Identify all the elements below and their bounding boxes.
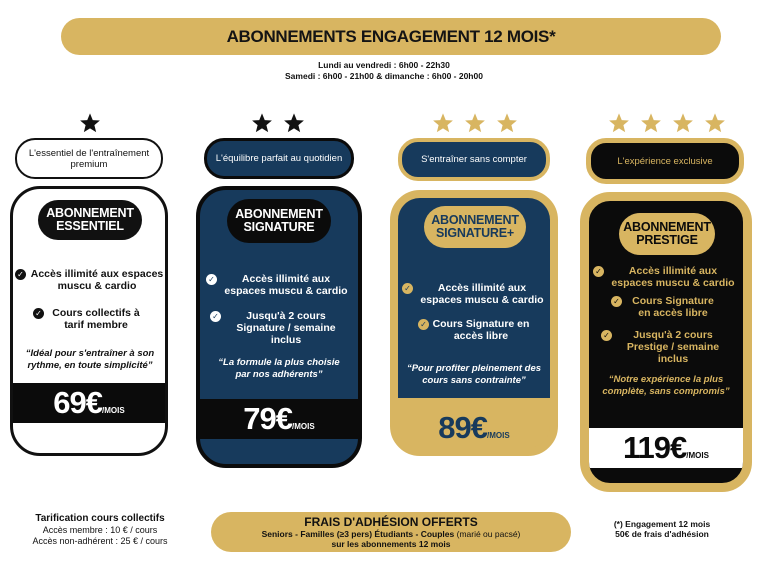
price-bar: [200, 399, 358, 439]
star-icon: [464, 112, 486, 134]
tagline-prestige: [586, 138, 744, 184]
page-title-banner: [61, 18, 721, 55]
rating-stars-essentiel: [13, 112, 167, 134]
check-icon: ✓: [418, 319, 429, 330]
plan-name-badge: [227, 199, 331, 243]
plan-quote: “Idéal pour s'entraîner à son rythme, en toute simplicité”: [25, 348, 155, 371]
pricing-member: Accès membre : 10 € / cours: [42, 525, 158, 535]
star-icon: [640, 112, 662, 134]
hours-weekend: Samedi : 6h00 - 21h00 & dimanche : 6h00 - 20h00: [285, 71, 483, 81]
price-value: 89€: [438, 410, 488, 445]
star-icon: [704, 112, 726, 134]
price-value: 79€: [243, 401, 293, 436]
plan-card-essentiel[interactable]: [10, 186, 168, 456]
price-unit: /MOIS: [487, 431, 510, 440]
feature-item: [593, 265, 739, 289]
feature-item: [402, 282, 548, 306]
plan-card-signature[interactable]: [196, 186, 362, 468]
note-line1: (*) Engagement 12 mois: [613, 519, 711, 529]
price-bar: [13, 383, 165, 423]
feature-text: Accès illimité aux espaces muscu & cardio: [420, 282, 544, 306]
feature-text: Cours collectifs à tarif membre: [52, 307, 140, 331]
check-icon: ✓: [210, 311, 221, 322]
check-icon: ✓: [33, 308, 44, 319]
fee-waiver-eligibility: [211, 529, 571, 539]
star-icon: [608, 112, 630, 134]
fee-waiver-title: FRAIS D'ADHÉSION OFFERTS: [304, 515, 478, 529]
plan-quote: “Pour profiter pleinement des cours sans contrainte”: [406, 363, 542, 386]
star-icon: [496, 112, 518, 134]
tagline-signature-plus: [398, 138, 550, 181]
star-icon: [672, 112, 694, 134]
eligibility-groups: Seniors - Familles (≥3 pers) Étudiants - Couples: [261, 529, 455, 539]
plan-name-line2: SIGNATURE: [243, 220, 315, 234]
feature-text: Accès illimité aux espaces muscu & cardio: [30, 268, 164, 292]
price-bar: [589, 428, 743, 468]
tagline-text: L'équilibre parfait au quotidien: [215, 153, 343, 164]
hours-weekdays: Lundi au vendredi : 6h00 - 22h30: [318, 60, 450, 70]
eligibility-note: (marié ou pacsé): [454, 529, 521, 539]
feature-text: Jusqu'à 2 cours Signature / semaine inclus: [236, 310, 336, 346]
plan-card-prestige[interactable]: [580, 192, 752, 492]
plan-name-line1: ABONNEMENT: [431, 213, 519, 227]
plan-name-line2: ESSENTIEL: [56, 219, 124, 233]
feature-item: [206, 273, 352, 297]
check-icon: ✓: [15, 269, 26, 280]
rating-stars-signature-plus: [398, 112, 552, 134]
feature-text: Cours Signature en accès libre: [632, 295, 714, 319]
rating-stars-signature: [201, 112, 355, 134]
note-line2: 50€ de frais d'adhésion: [615, 529, 709, 539]
check-icon: ✓: [611, 296, 622, 307]
star-icon: [283, 112, 305, 134]
check-icon: ✓: [601, 330, 612, 341]
membership-fee-waiver-banner: [211, 512, 571, 552]
price-unit: /MOIS: [686, 451, 709, 460]
plan-quote: “La formule la plus choisie par nos adhérents”: [218, 357, 340, 380]
star-icon: [79, 112, 101, 134]
feature-item: [210, 310, 348, 346]
feature-text: Jusqu'à 2 cours Prestige / semaine inclus: [626, 329, 720, 365]
tagline-essentiel: [15, 138, 163, 179]
star-icon: [251, 112, 273, 134]
check-icon: ✓: [593, 266, 604, 277]
feature-item: [601, 329, 731, 365]
page-title: ABONNEMENTS ENGAGEMENT 12 MOIS*: [226, 26, 556, 46]
feature-text: Cours Signature en accès libre: [432, 318, 530, 342]
plan-name-line1: ABONNEMENT: [235, 207, 323, 221]
check-icon: ✓: [206, 274, 217, 285]
plan-name-line2: PRESTIGE: [636, 233, 698, 247]
feature-item: [611, 295, 721, 319]
plan-name-line2: SIGNATURE+: [436, 226, 514, 240]
price-value: 69€: [53, 385, 103, 420]
feature-item: [418, 318, 530, 342]
plan-name-badge: [619, 213, 715, 255]
tagline-text: L'essentiel de l'entraînement premium: [28, 147, 150, 170]
plan-name-line1: ABONNEMENT: [46, 206, 134, 220]
pricing-non-member: Accès non-adhérent : 25 € / cours: [32, 536, 168, 546]
feature-text: Accès illimité aux espaces muscu & cardio: [224, 273, 348, 297]
fee-waiver-scope: sur les abonnements 12 mois: [331, 539, 451, 549]
plan-name-line1: ABONNEMENT: [623, 220, 711, 234]
price-unit: /MOIS: [292, 422, 315, 431]
rating-stars-prestige: [590, 112, 744, 134]
tagline-text: L'expérience exclusive: [617, 155, 713, 167]
tagline-text: S'entraîner sans compter: [421, 154, 527, 165]
commitment-note: [602, 519, 722, 539]
pricing-title: Tarification cours collectifs: [35, 513, 165, 524]
feature-item: [15, 268, 165, 292]
price-unit: /MOIS: [102, 406, 125, 415]
price-value: 119€: [623, 430, 687, 465]
plan-name-badge: [424, 206, 526, 248]
price-bar: [398, 410, 550, 448]
feature-item: [33, 307, 145, 331]
collective-class-pricing: [20, 512, 180, 547]
plan-card-signature-plus[interactable]: [390, 190, 558, 456]
tagline-signature: [204, 138, 354, 179]
check-icon: ✓: [402, 283, 413, 294]
plan-name-badge: [38, 200, 142, 240]
plan-quote: “Notre expérience la plus complète, sans compromis”: [602, 374, 730, 397]
star-icon: [432, 112, 454, 134]
feature-text: Accès illimité aux espaces muscu & cardio: [611, 265, 735, 289]
